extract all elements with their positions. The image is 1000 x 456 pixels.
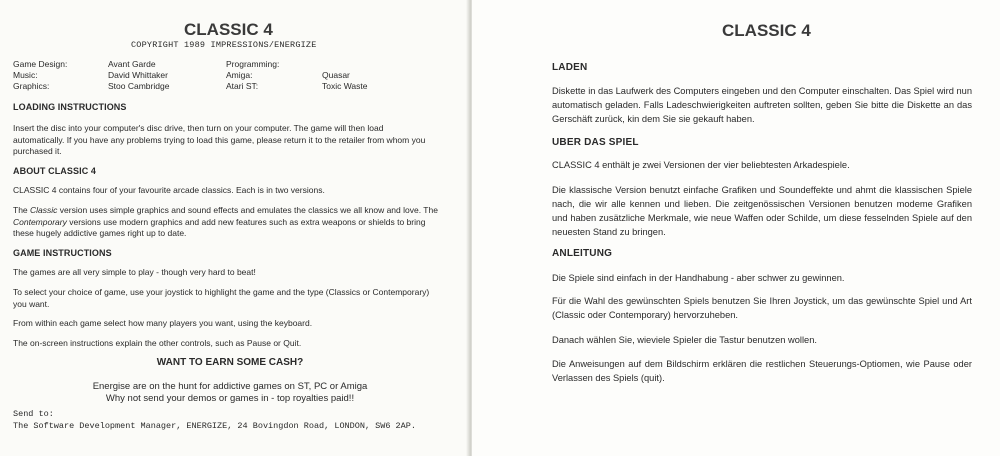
game-text-4: The on-screen instructions explain the other controls, such as Pause or Quit. — [13, 338, 302, 348]
loading-text: Insert the disc into your computer's disc drive, then turn on your computer. The game will then load automatically. If you have any problems trying to load this game, please return it to the retailer from whom you purchased it. — [13, 123, 426, 156]
laden-heading: LADEN — [552, 62, 588, 73]
copyright-line: COPYRIGHT 1989 IMPRESSIONS/ENERGIZE — [131, 40, 317, 50]
anleitung-text-3: Danach wählen Sie, wieviele Spieler die Tastur benutzen wollen. — [552, 335, 817, 345]
loading-heading: LOADING INSTRUCTIONS — [13, 102, 127, 112]
game-text-1: The games are all very simple to play - though very hard to beat! — [13, 267, 256, 277]
uber-text-1: CLASSIC 4 enthält je zwei Versionen der vier beliebtesten Arkadespiele. — [552, 160, 850, 170]
about-heading: ABOUT CLASSIC 4 — [13, 166, 97, 176]
game-text-3: From within each game select how many players you want, using the keyboard. — [13, 318, 313, 328]
programming-label: Programming: — [226, 59, 280, 69]
english-page — [0, 0, 468, 456]
game-design-label: Game Design: — [13, 59, 68, 69]
send-to-label: Send to: — [13, 409, 54, 419]
amiga-value: Quasar — [322, 70, 350, 80]
about-text-2: The Classic version uses simple graphics and sound effects and emulates the classics we all know and love. The Contemporary versions use modern graphics and add new features such as extra weapons or shields to bring these hugely addictive games right up to date. — [13, 205, 438, 238]
amiga-label: Amiga: — [226, 70, 253, 80]
atari-value: Toxic Waste — [322, 81, 368, 91]
send-to-address: The Software Development Manager, ENERGIZE, 24 Bovingdon Road, LONDON, SW6 2AP. — [13, 421, 416, 431]
music-label: Music: — [13, 70, 38, 80]
uber-heading: UBER DAS SPIEL — [552, 137, 639, 148]
music-value: David Whittaker — [108, 70, 168, 80]
game-instructions-heading: GAME INSTRUCTIONS — [13, 248, 112, 258]
game-text-2: To select your choice of game, use your joystick to highlight the game and the type (Classics or Contemporary) you want. — [13, 287, 430, 309]
about-text-1: CLASSIC 4 contains four of your favourite arcade classics. Each is in two versions. — [13, 185, 325, 195]
anleitung-text-2: Für die Wahl des gewünschten Spiels benutzen Sie Ihren Joystick, um das gewünschte Spiel und Art (Classic oder Contemporary) hervorzuheben. — [552, 296, 972, 320]
laden-text: Diskette in das Laufwerk des Computers eingeben und den Computer einschalten. Das Spiel wird nun automatisch geladen. Falls Ladeschwierigkeiten auftreten sollten, geben Sie bitte die Diskette an das Gerschäft zurück, kin dem Sie sie gekauft haben. — [552, 86, 972, 124]
uber-text-2: Die klassische Version benutzt einfache Grafiken und Soundeffekte und ahmt die klassischen Spiele nach, die wir alle kennen und lieben. Die zeitgenössischen Versionen benutzen modeme Grafiken und haben zusätzliche Merkmale, wie neue Waffen oder Schilde, um diese fesselnden Spiele auf den neuesten Stand zu bringen. — [552, 185, 972, 237]
graphics-label: Graphics: — [13, 81, 50, 91]
cash-line-2: Why not send your demos or games in - top royalties paid!! — [105, 393, 355, 404]
page-title-de: CLASSIC 4 — [722, 21, 811, 40]
anleitung-heading: ANLEITUNG — [552, 248, 613, 259]
graphics-value: Stoo Cambridge — [108, 81, 170, 91]
german-page — [472, 0, 1000, 456]
anleitung-text-4: Die Anweisungen auf dem Bildschirm erklären die restlichen Steuerungs-Optiomen, wie Pause oder Verlassen des Spiels (quit). — [552, 359, 972, 383]
cash-line-1: Energise are on the hunt for addictive games on ST, PC or Amiga — [92, 381, 368, 392]
cash-heading: WANT TO EARN SOME CASH? — [156, 357, 304, 368]
atari-label: Atari ST: — [226, 81, 259, 91]
game-design-value: Avant Garde — [108, 59, 156, 69]
anleitung-text-1: Die Spiele sind einfach in der Handhabung - aber schwer zu gewinnen. — [552, 273, 845, 283]
page-title: CLASSIC 4 — [184, 20, 273, 39]
